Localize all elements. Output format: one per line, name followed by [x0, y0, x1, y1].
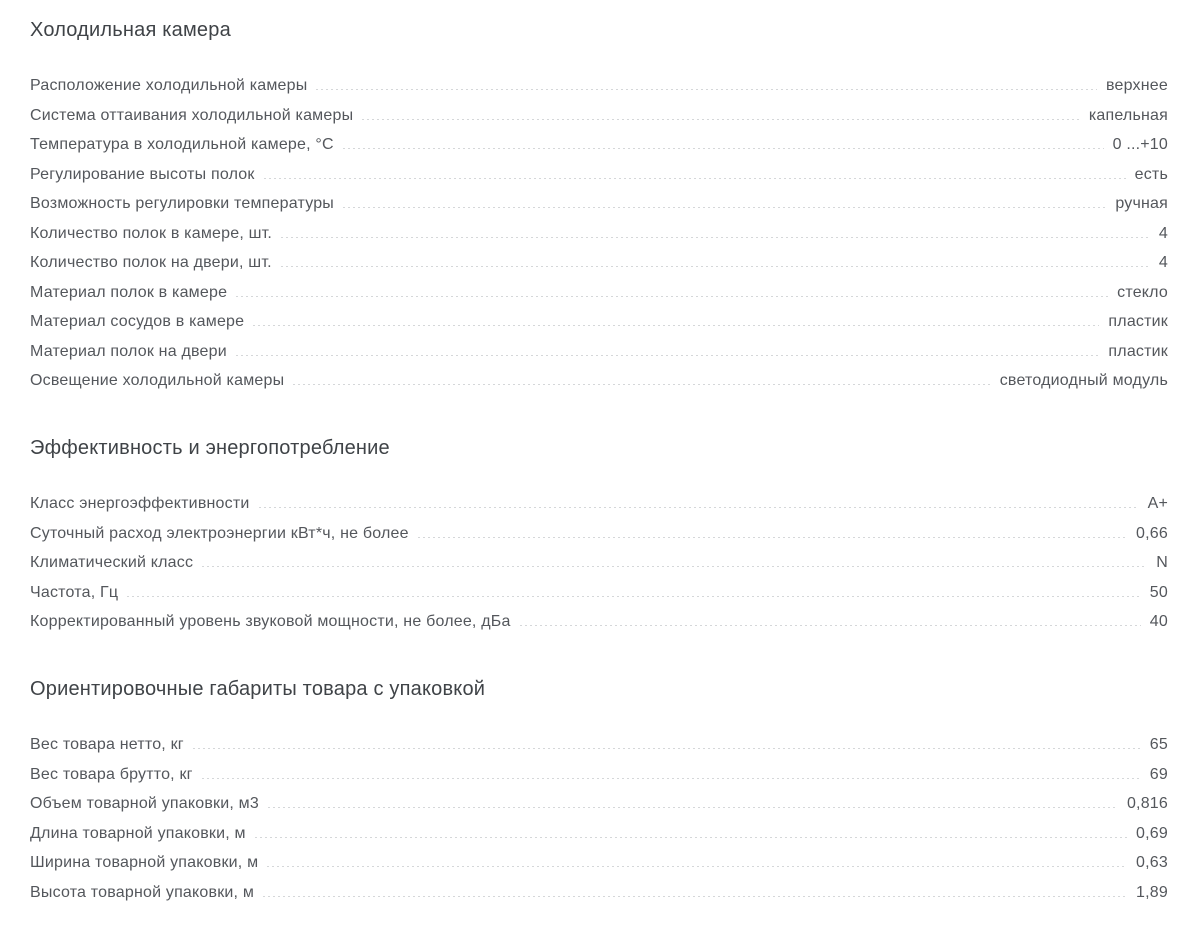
leader-line — [264, 178, 1126, 179]
spec-value: 0,66 — [1136, 524, 1168, 542]
spec-label: Корректированный уровень звуковой мощности, не более, дБа — [30, 613, 511, 630]
spec-value: N — [1156, 554, 1168, 571]
spec-row — [30, 106, 1168, 125]
leader-line — [263, 896, 1127, 897]
spec-row — [30, 735, 1168, 754]
spec-label: Ширина товарной упаковки, м — [30, 854, 259, 871]
spec-label: Регулирование высоты полок — [30, 165, 255, 183]
spec-value: 0 ...+10 — [1112, 136, 1168, 153]
spec-row — [30, 765, 1168, 784]
leader-line — [202, 778, 1141, 779]
leader-line — [255, 837, 1127, 838]
spec-section — [30, 436, 1168, 631]
spec-value: светодиодный модуль — [999, 372, 1168, 389]
spec-row — [30, 494, 1168, 513]
section-rows — [30, 76, 1168, 390]
spec-value: 50 — [1149, 583, 1168, 601]
spec-row — [30, 283, 1168, 302]
section-title: Ориентировочные габариты товара с упаковкой — [30, 678, 486, 700]
spec-value: стекло — [1117, 283, 1168, 301]
leader-line — [127, 596, 1141, 597]
spec-value: 0,63 — [1136, 854, 1168, 871]
spec-value: верхнее — [1106, 77, 1168, 94]
leader-line — [253, 325, 1099, 326]
spec-row — [30, 583, 1168, 602]
spec-label: Вес товара брутто, кг — [30, 765, 193, 783]
spec-section — [30, 18, 1168, 390]
section-rows — [30, 735, 1168, 902]
spec-label: Климатический класс — [30, 554, 194, 571]
spec-row — [30, 853, 1168, 872]
spec-row — [30, 224, 1168, 243]
spec-row — [30, 371, 1168, 390]
section-title: Эффективность и энергопотребление — [30, 437, 390, 459]
spec-label: Суточный расход электроэнергии кВт*ч, не более — [30, 524, 409, 542]
spec-row — [30, 312, 1168, 331]
leader-line — [343, 148, 1104, 149]
spec-row — [30, 883, 1168, 902]
section-title: Холодильная камера — [30, 19, 231, 41]
spec-row — [30, 524, 1168, 543]
leader-line — [193, 748, 1141, 749]
leader-line — [268, 807, 1118, 808]
spec-label: Возможность регулировки температуры — [30, 195, 335, 212]
spec-row — [30, 794, 1168, 813]
spec-value: 1,89 — [1136, 883, 1168, 901]
leader-line — [267, 866, 1127, 867]
spec-row — [30, 612, 1168, 631]
spec-value: ручная — [1115, 195, 1168, 212]
section-rows — [30, 494, 1168, 631]
spec-label: Длина товарной упаковки, м — [30, 824, 246, 842]
spec-value: A+ — [1147, 495, 1168, 512]
spec-label: Система оттаивания холодильной камеры — [30, 106, 354, 124]
leader-line — [259, 507, 1139, 508]
leader-line — [316, 89, 1097, 90]
spec-row — [30, 194, 1168, 213]
spec-label: Материал полок на двери — [30, 342, 227, 360]
spec-row — [30, 553, 1168, 572]
spec-value: 4 — [1158, 254, 1168, 271]
spec-value: 0,69 — [1136, 824, 1168, 842]
spec-label: Материал полок в камере — [30, 283, 228, 301]
spec-label: Температура в холодильной камере, °С — [30, 136, 334, 153]
spec-value: пластик — [1108, 342, 1168, 360]
leader-line — [343, 207, 1106, 208]
spec-row — [30, 824, 1168, 843]
spec-label: Частота, Гц — [30, 583, 119, 601]
spec-row — [30, 165, 1168, 184]
spec-row — [30, 135, 1168, 154]
leader-line — [236, 296, 1108, 297]
leader-line — [202, 566, 1147, 567]
spec-label: Расположение холодильной камеры — [30, 77, 308, 94]
spec-value: есть — [1134, 165, 1168, 183]
spec-value: 65 — [1149, 736, 1168, 753]
spec-label: Количество полок на двери, шт. — [30, 254, 272, 271]
spec-label: Класс энергоэффективности — [30, 495, 250, 512]
leader-line — [293, 384, 990, 385]
spec-label: Материал сосудов в камере — [30, 313, 245, 330]
spec-label: Количество полок в камере, шт. — [30, 224, 273, 242]
leader-line — [362, 119, 1080, 120]
spec-label: Высота товарной упаковки, м — [30, 883, 255, 901]
spec-label: Освещение холодильной камеры — [30, 372, 285, 389]
spec-value: 69 — [1149, 765, 1168, 783]
spec-value: 0,816 — [1126, 795, 1168, 812]
spec-section — [30, 677, 1168, 902]
leader-line — [418, 537, 1127, 538]
spec-row — [30, 342, 1168, 361]
spec-value: пластик — [1108, 313, 1168, 330]
leader-line — [520, 625, 1141, 626]
leader-line — [281, 266, 1150, 267]
spec-value: капельная — [1088, 106, 1168, 124]
spec-value: 4 — [1158, 224, 1168, 242]
leader-line — [236, 355, 1100, 356]
spec-label: Объем товарной упаковки, м3 — [30, 795, 259, 812]
spec-row — [30, 253, 1168, 272]
spec-row — [30, 76, 1168, 95]
spec-label: Вес товара нетто, кг — [30, 736, 184, 753]
leader-line — [281, 237, 1150, 238]
spec-value: 40 — [1149, 613, 1168, 630]
